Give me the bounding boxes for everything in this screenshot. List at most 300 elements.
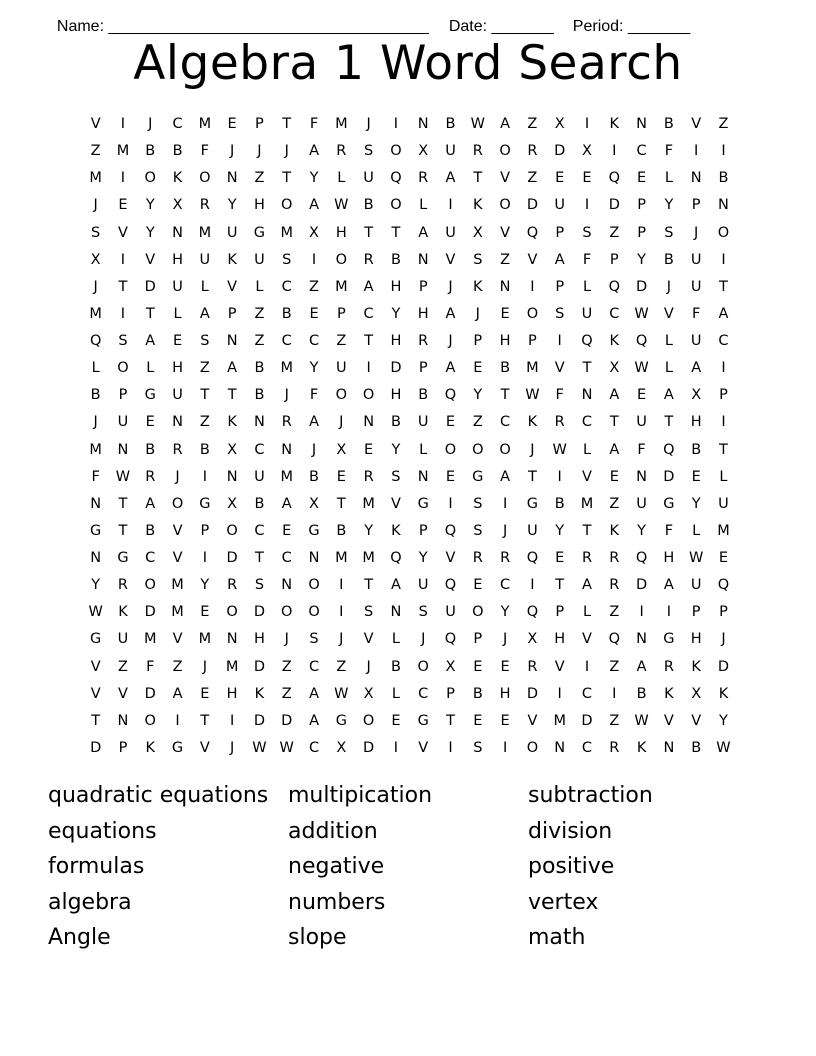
grid-letter[interactable]: Y — [637, 251, 647, 268]
grid-letter[interactable]: A — [309, 143, 319, 160]
grid-letter[interactable]: B — [145, 143, 156, 160]
grid-letter[interactable]: Z — [527, 170, 538, 187]
grid-letter[interactable]: H — [253, 631, 265, 648]
grid-letter[interactable]: O — [144, 170, 156, 187]
grid-letter[interactable]: J — [502, 522, 508, 539]
grid-letter[interactable]: I — [612, 685, 617, 702]
grid-letter[interactable]: V — [554, 360, 565, 377]
grid-letter[interactable]: P — [336, 305, 346, 322]
grid-letter[interactable]: S — [200, 333, 210, 349]
grid-letter[interactable]: V — [691, 712, 702, 729]
grid-letter[interactable]: N — [363, 414, 375, 431]
grid-letter[interactable]: N — [281, 441, 293, 458]
grid-letter[interactable]: Q — [89, 333, 102, 349]
grid-letter[interactable]: E — [555, 550, 565, 566]
grid-letter[interactable]: L — [419, 441, 428, 458]
grid-letter[interactable]: T — [145, 305, 155, 322]
grid-letter[interactable]: B — [663, 116, 674, 132]
grid-letter[interactable]: N — [499, 278, 511, 295]
grid-letter[interactable]: E — [500, 658, 510, 675]
grid-letter[interactable]: F — [200, 143, 209, 160]
grid-letter[interactable]: B — [718, 170, 729, 187]
grid-letter[interactable]: J — [175, 468, 180, 485]
grid-letter[interactable]: F — [637, 441, 646, 458]
grid-letter[interactable]: V — [227, 278, 238, 295]
grid-letter[interactable]: V — [117, 224, 128, 241]
grid-letter[interactable]: G — [663, 495, 675, 512]
grid-letter[interactable]: K — [636, 739, 647, 756]
grid-letter[interactable]: R — [609, 739, 620, 756]
grid-letter[interactable]: C — [254, 522, 265, 539]
grid-letter[interactable]: S — [664, 224, 674, 241]
grid-letter[interactable]: C — [172, 116, 183, 132]
grid-letter[interactable]: J — [666, 278, 672, 295]
grid-letter[interactable]: N — [718, 197, 729, 214]
grid-letter[interactable]: V — [554, 658, 565, 675]
grid-letter[interactable]: K — [609, 116, 620, 132]
grid-letter[interactable]: X — [691, 387, 702, 404]
grid-letter[interactable]: V — [390, 495, 401, 512]
grid-letter[interactable]: L — [582, 441, 592, 458]
grid-letter[interactable]: X — [609, 360, 620, 377]
grid-letter[interactable]: P — [255, 116, 264, 132]
grid-letter[interactable]: Y — [691, 495, 701, 512]
grid-letter[interactable]: N — [254, 414, 265, 431]
grid-letter[interactable]: A — [663, 577, 674, 594]
grid-letter[interactable]: E — [500, 712, 510, 729]
grid-letter[interactable]: Z — [500, 251, 511, 268]
grid-letter[interactable]: H — [390, 387, 402, 404]
grid-letter[interactable]: O — [362, 712, 375, 729]
grid-letter[interactable]: O — [335, 251, 348, 268]
grid-letter[interactable]: Z — [718, 116, 729, 132]
grid-letter[interactable]: D — [226, 550, 238, 566]
grid-letter[interactable]: I — [393, 739, 399, 756]
grid-letter[interactable]: Q — [444, 631, 457, 648]
grid-letter[interactable]: Z — [281, 658, 292, 675]
grid-letter[interactable]: B — [336, 522, 347, 539]
grid-letter[interactable]: X — [472, 224, 483, 241]
grid-letter[interactable]: H — [390, 333, 402, 349]
grid-letter[interactable]: J — [448, 333, 453, 349]
grid-letter[interactable]: M — [362, 550, 375, 566]
grid-letter[interactable]: Y — [500, 604, 510, 621]
grid-letter[interactable]: A — [554, 251, 565, 268]
grid-letter[interactable]: R — [609, 577, 620, 594]
grid-letter[interactable]: W — [88, 604, 103, 621]
grid-letter[interactable]: Z — [609, 712, 620, 729]
grid-letter[interactable]: T — [118, 495, 128, 512]
grid-letter[interactable]: P — [719, 604, 728, 621]
grid-letter[interactable]: K — [473, 278, 483, 295]
grid-letter[interactable]: K — [172, 170, 183, 187]
grid-letter[interactable]: N — [636, 631, 648, 648]
grid-letter[interactable]: G — [663, 631, 675, 648]
grid-letter[interactable]: I — [584, 116, 590, 132]
grid-letter[interactable]: R — [281, 414, 292, 431]
grid-letter[interactable]: N — [117, 441, 129, 458]
grid-letter[interactable]: I — [448, 197, 453, 214]
grid-letter[interactable]: J — [366, 658, 371, 675]
grid-letter[interactable]: S — [473, 495, 483, 512]
grid-letter[interactable]: K — [718, 685, 729, 702]
grid-letter[interactable]: W — [525, 387, 540, 404]
grid-letter[interactable]: V — [418, 739, 429, 756]
grid-letter[interactable]: B — [554, 495, 565, 512]
grid-letter[interactable]: L — [582, 604, 592, 621]
grid-letter[interactable]: T — [118, 522, 128, 539]
grid-letter[interactable]: W — [279, 739, 294, 756]
grid-letter[interactable]: Q — [717, 577, 730, 594]
grid-letter[interactable]: I — [311, 251, 317, 268]
grid-letter[interactable]: S — [473, 251, 483, 268]
grid-letter[interactable]: P — [691, 604, 701, 621]
grid-letter[interactable]: B — [472, 685, 483, 702]
grid-letter[interactable]: T — [282, 116, 292, 132]
grid-letter[interactable]: E — [637, 387, 647, 404]
grid-letter[interactable]: O — [171, 495, 184, 512]
grid-letter[interactable]: O — [308, 577, 320, 594]
grid-letter[interactable]: N — [417, 251, 429, 268]
grid-letter[interactable]: N — [554, 739, 566, 756]
grid-letter[interactable]: M — [335, 550, 348, 566]
grid-letter[interactable]: V — [691, 116, 702, 132]
grid-letter[interactable]: I — [584, 658, 590, 675]
grid-letter[interactable]: T — [500, 387, 510, 404]
grid-letter[interactable]: I — [120, 116, 126, 132]
grid-letter[interactable]: O — [526, 305, 539, 322]
grid-letter[interactable]: K — [527, 414, 538, 431]
grid-letter[interactable]: G — [472, 468, 484, 485]
grid-letter[interactable]: I — [721, 143, 726, 160]
grid-letter[interactable]: D — [144, 604, 156, 621]
grid-letter[interactable]: T — [91, 712, 101, 729]
grid-letter[interactable]: Y — [555, 522, 565, 539]
grid-letter[interactable]: K — [609, 333, 620, 349]
grid-letter[interactable]: X — [582, 143, 592, 160]
grid-letter[interactable]: U — [718, 495, 729, 512]
grid-letter[interactable]: T — [364, 224, 374, 241]
grid-letter[interactable]: S — [118, 333, 128, 349]
grid-letter[interactable]: W — [334, 197, 349, 214]
grid-letter[interactable]: X — [336, 441, 347, 458]
grid-letter[interactable]: Z — [609, 658, 620, 675]
grid-letter[interactable]: C — [500, 577, 511, 594]
grid-letter[interactable]: E — [473, 712, 483, 729]
grid-letter[interactable]: R — [227, 577, 238, 594]
grid-letter[interactable]: Z — [254, 333, 265, 349]
grid-letter[interactable]: N — [226, 631, 238, 648]
grid-letter[interactable]: R — [363, 251, 374, 268]
grid-letter[interactable]: A — [145, 495, 156, 512]
grid-letter[interactable]: E — [118, 197, 128, 214]
grid-letter[interactable]: T — [719, 441, 728, 458]
grid-letter[interactable]: G — [417, 712, 429, 729]
grid-letter[interactable]: Y — [391, 441, 401, 458]
grid-letter[interactable]: R — [500, 550, 511, 566]
grid-letter[interactable]: N — [417, 116, 429, 132]
grid-letter[interactable]: J — [475, 305, 480, 322]
grid-letter[interactable]: E — [364, 441, 374, 458]
grid-letter[interactable]: S — [309, 631, 319, 648]
grid-letter[interactable]: I — [448, 495, 453, 512]
grid-letter[interactable]: E — [336, 468, 346, 485]
grid-letter[interactable]: N — [226, 333, 238, 349]
grid-letter[interactable]: C — [636, 143, 647, 160]
grid-letter[interactable]: H — [172, 360, 183, 377]
grid-letter[interactable]: T — [364, 577, 374, 594]
grid-letter[interactable]: K — [254, 685, 265, 702]
grid-letter[interactable]: H — [499, 685, 511, 702]
grid-letter[interactable]: R — [472, 143, 483, 160]
grid-letter[interactable]: I — [120, 251, 126, 268]
grid-letter[interactable]: I — [502, 739, 508, 756]
grid-letter[interactable]: C — [308, 658, 320, 675]
grid-letter[interactable]: F — [555, 387, 564, 404]
grid-letter[interactable]: O — [499, 197, 511, 214]
grid-letter[interactable]: A — [663, 387, 674, 404]
grid-letter[interactable]: M — [280, 224, 293, 241]
grid-letter[interactable]: O — [444, 441, 457, 458]
grid-letter[interactable]: V — [500, 224, 511, 241]
grid-letter[interactable]: M — [171, 577, 184, 594]
grid-letter[interactable]: H — [417, 305, 429, 322]
grid-letter[interactable]: M — [225, 658, 239, 675]
grid-letter[interactable]: U — [172, 387, 183, 404]
grid-letter[interactable]: T — [118, 278, 128, 295]
grid-letter[interactable]: W — [334, 685, 349, 702]
grid-letter[interactable]: U — [417, 414, 429, 431]
grid-letter[interactable]: O — [472, 604, 484, 621]
grid-letter[interactable]: E — [145, 414, 155, 431]
grid-letter[interactable]: U — [690, 577, 702, 594]
name-field[interactable]: Name: ____________________________________ — [56, 18, 429, 35]
grid-letter[interactable]: H — [253, 197, 265, 214]
grid-letter[interactable]: L — [664, 333, 673, 349]
grid-letter[interactable]: U — [417, 577, 429, 594]
grid-letter[interactable]: M — [171, 604, 184, 621]
grid-letter[interactable]: V — [445, 251, 456, 268]
grid-letter[interactable]: R — [172, 441, 183, 458]
grid-letter[interactable]: F — [146, 658, 155, 675]
grid-letter[interactable]: O — [390, 197, 402, 214]
period-field[interactable]: Period: _______ — [572, 18, 691, 35]
grid-letter[interactable]: U — [636, 414, 647, 431]
grid-letter[interactable]: W — [634, 712, 649, 729]
grid-letter[interactable]: V — [663, 305, 674, 322]
grid-letter[interactable]: T — [446, 712, 455, 729]
grid-letter[interactable]: Z — [609, 604, 620, 621]
grid-letter[interactable]: G — [199, 495, 211, 512]
grid-letter[interactable]: O — [526, 739, 539, 756]
grid-letter[interactable]: J — [339, 631, 344, 648]
grid-letter[interactable]: B — [390, 414, 401, 431]
grid-letter[interactable]: U — [199, 251, 211, 268]
grid-letter[interactable]: Y — [664, 197, 674, 214]
grid-letter[interactable]: O — [144, 577, 156, 594]
grid-letter[interactable]: X — [172, 197, 183, 214]
grid-letter[interactable]: I — [557, 333, 562, 349]
grid-letter[interactable]: E — [609, 468, 619, 485]
grid-letter[interactable]: P — [637, 224, 646, 241]
grid-letter[interactable]: J — [502, 631, 508, 648]
grid-letter[interactable]: B — [254, 495, 265, 512]
grid-letter[interactable]: V — [663, 712, 674, 729]
grid-letter[interactable]: X — [227, 441, 238, 458]
grid-letter[interactable]: G — [171, 739, 184, 756]
grid-letter[interactable]: O — [144, 712, 156, 729]
grid-letter[interactable]: U — [581, 305, 593, 322]
grid-letter[interactable]: D — [253, 658, 266, 675]
grid-letter[interactable]: T — [336, 495, 346, 512]
grid-letter[interactable]: R — [117, 577, 128, 594]
grid-letter[interactable]: Q — [390, 170, 402, 187]
grid-letter[interactable]: W — [552, 441, 567, 458]
grid-letter[interactable]: C — [581, 414, 593, 431]
grid-letter[interactable]: P — [637, 197, 646, 214]
grid-letter[interactable]: T — [527, 468, 537, 485]
grid-letter[interactable]: A — [582, 577, 592, 594]
grid-letter[interactable]: M — [526, 360, 539, 377]
grid-letter[interactable]: E — [445, 468, 456, 485]
grid-letter[interactable]: O — [390, 143, 402, 160]
grid-letter[interactable]: E — [473, 577, 483, 594]
grid-letter[interactable]: U — [254, 251, 265, 268]
grid-letter[interactable]: O — [226, 604, 238, 621]
grid-letter[interactable]: V — [527, 251, 538, 268]
grid-letter[interactable]: B — [281, 305, 292, 322]
grid-letter[interactable]: Z — [254, 305, 265, 322]
grid-letter[interactable]: Z — [472, 414, 483, 431]
grid-letter[interactable]: K — [691, 658, 701, 675]
grid-letter[interactable]: D — [636, 577, 648, 594]
grid-letter[interactable]: W — [716, 739, 731, 756]
grid-letter[interactable]: D — [717, 658, 730, 675]
grid-letter[interactable]: Z — [281, 685, 292, 702]
grid-letter[interactable]: Y — [719, 712, 728, 729]
grid-letter[interactable]: F — [664, 522, 674, 539]
grid-letter[interactable]: V — [172, 631, 183, 648]
grid-letter[interactable]: I — [120, 305, 126, 322]
grid-letter[interactable]: Q — [526, 604, 539, 621]
grid-letter[interactable]: I — [448, 739, 453, 756]
grid-letter[interactable]: J — [93, 197, 98, 214]
grid-letter[interactable]: Q — [444, 522, 457, 539]
grid-letter[interactable]: J — [93, 278, 98, 295]
grid-letter[interactable]: M — [89, 305, 102, 322]
grid-letter[interactable]: W — [634, 305, 649, 322]
grid-letter[interactable]: P — [555, 604, 565, 621]
grid-letter[interactable]: Z — [172, 658, 183, 675]
grid-letter[interactable]: V — [90, 685, 101, 702]
grid-letter[interactable]: Y — [145, 197, 155, 214]
grid-letter[interactable]: M — [89, 441, 102, 458]
grid-letter[interactable]: Y — [418, 550, 428, 566]
grid-letter[interactable]: Q — [526, 224, 539, 241]
grid-letter[interactable]: E — [500, 305, 510, 322]
grid-letter[interactable]: F — [692, 305, 701, 322]
grid-letter[interactable]: C — [609, 305, 620, 322]
grid-letter[interactable]: T — [391, 224, 401, 241]
grid-letter[interactable]: G — [90, 631, 102, 648]
grid-letter[interactable]: B — [145, 441, 156, 458]
grid-letter[interactable]: D — [554, 143, 566, 160]
grid-letter[interactable]: K — [227, 251, 237, 268]
grid-letter[interactable]: B — [309, 468, 319, 485]
grid-letter[interactable]: B — [172, 143, 183, 160]
grid-letter[interactable]: R — [418, 333, 429, 349]
grid-letter[interactable]: Y — [391, 305, 401, 322]
grid-letter[interactable]: I — [530, 577, 535, 594]
grid-letter[interactable]: F — [309, 387, 319, 404]
grid-letter[interactable]: I — [366, 360, 371, 377]
grid-letter[interactable]: C — [581, 685, 593, 702]
grid-letter[interactable]: D — [253, 712, 266, 729]
grid-letter[interactable]: S — [282, 251, 292, 268]
grid-letter[interactable]: Y — [637, 522, 647, 539]
grid-letter[interactable]: Z — [90, 143, 101, 160]
grid-letter[interactable]: J — [148, 116, 153, 132]
grid-letter[interactable]: I — [339, 604, 344, 621]
grid-letter[interactable]: Q — [581, 333, 593, 349]
grid-letter[interactable]: U — [363, 170, 374, 187]
grid-letter[interactable]: Y — [309, 360, 319, 377]
grid-letter[interactable]: B — [691, 441, 702, 458]
grid-letter[interactable]: S — [473, 522, 483, 539]
grid-letter[interactable]: J — [366, 116, 371, 132]
grid-letter[interactable]: E — [309, 305, 319, 322]
grid-letter[interactable]: K — [145, 739, 155, 756]
grid-letter[interactable]: H — [390, 278, 402, 295]
grid-letter[interactable]: N — [90, 495, 102, 512]
grid-letter[interactable]: I — [120, 170, 126, 187]
grid-letter[interactable]: A — [609, 387, 620, 404]
grid-letter[interactable]: Q — [444, 577, 457, 594]
grid-letter[interactable]: O — [472, 441, 484, 458]
grid-letter[interactable]: A — [363, 278, 374, 295]
grid-letter[interactable]: L — [664, 170, 673, 187]
grid-letter[interactable]: J — [229, 143, 235, 160]
grid-letter[interactable]: U — [117, 631, 129, 648]
grid-letter[interactable]: E — [473, 360, 483, 377]
grid-letter[interactable]: A — [309, 685, 319, 702]
grid-letter[interactable]: V — [145, 251, 156, 268]
grid-letter[interactable]: K — [609, 522, 620, 539]
grid-letter[interactable]: B — [636, 685, 647, 702]
grid-letter[interactable]: U — [172, 278, 183, 295]
grid-letter[interactable]: E — [473, 658, 483, 675]
grid-letter[interactable]: D — [581, 712, 593, 729]
grid-letter[interactable]: J — [202, 658, 207, 675]
grid-letter[interactable]: S — [473, 739, 483, 756]
grid-letter[interactable]: N — [117, 712, 129, 729]
grid-letter[interactable]: X — [309, 495, 319, 512]
grid-letter[interactable]: D — [363, 739, 375, 756]
grid-letter[interactable]: R — [418, 170, 429, 187]
grid-letter[interactable]: O — [199, 170, 211, 187]
grid-letter[interactable]: Z — [117, 658, 128, 675]
grid-letter[interactable]: Q — [608, 170, 620, 187]
grid-letter[interactable]: N — [636, 116, 648, 132]
grid-letter[interactable]: N — [690, 170, 702, 187]
grid-letter[interactable]: T — [227, 387, 237, 404]
grid-letter[interactable]: M — [116, 143, 130, 160]
grid-letter[interactable]: G — [335, 712, 347, 729]
grid-letter[interactable]: A — [445, 170, 456, 187]
grid-letter[interactable]: N — [581, 387, 593, 404]
grid-letter[interactable]: W — [115, 468, 131, 485]
grid-letter[interactable]: H — [663, 550, 675, 566]
